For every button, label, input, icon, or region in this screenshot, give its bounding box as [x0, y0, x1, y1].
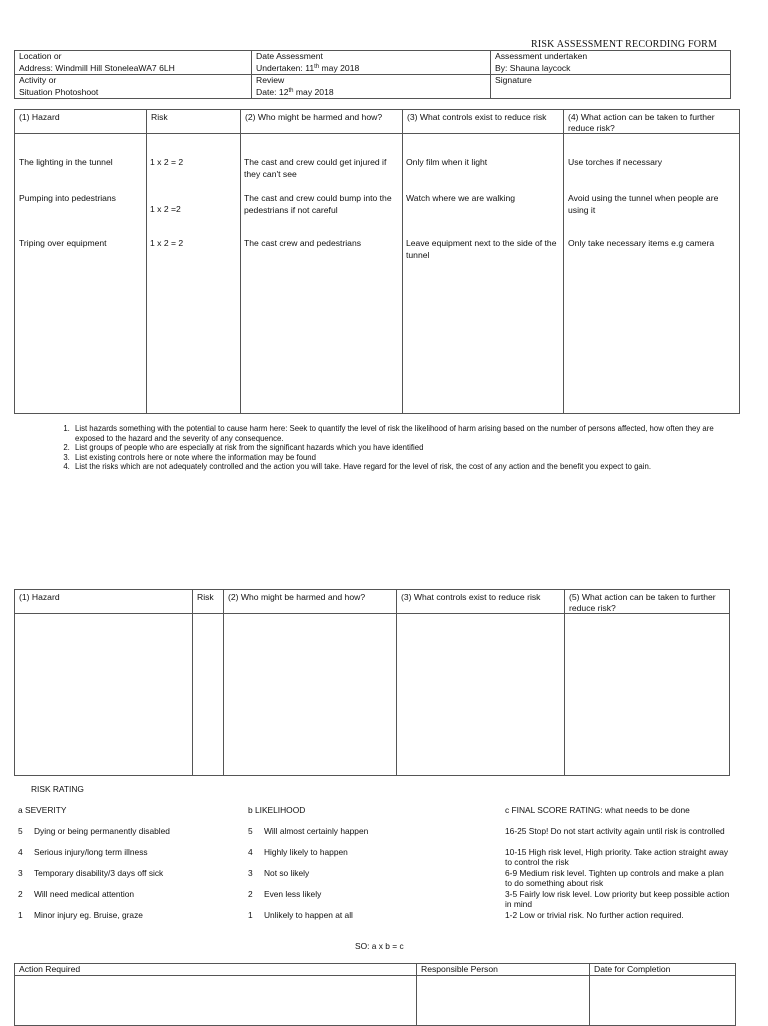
- risk-column-2: [193, 614, 224, 776]
- situation-value: Situation Photoshoot: [19, 86, 99, 97]
- instructions-notes: [52, 424, 742, 472]
- signature-label: Signature: [495, 75, 532, 85]
- row2-risk: 1 x 2 =2: [150, 204, 181, 214]
- activity-cell: [15, 75, 252, 99]
- location-cell: [15, 51, 252, 75]
- date-completion-cell: [590, 976, 736, 1026]
- who-header: (2) Who might be harmed and how?: [241, 110, 403, 134]
- action-required-header: Action Required: [15, 964, 417, 976]
- row2-controls: Watch where we are walking: [406, 193, 516, 203]
- note-item: 2. List groups of people who are especially at risk from the significant hazards which you have identified: [72, 443, 742, 453]
- final-score-item: 16-25 Stop! Do not start activity again until risk is controlled: [505, 826, 725, 836]
- hazard-column-2: [15, 614, 193, 776]
- controls-column: [403, 134, 564, 414]
- undertaken-date: Undertaken: 11th may 2018: [256, 62, 360, 73]
- likelihood-text: Will almost certainly happen: [264, 826, 369, 836]
- controls-column-2: [397, 614, 565, 776]
- row3-risk: 1 x 2 = 2: [150, 238, 184, 248]
- date-completion-header: Date for Completion: [590, 964, 736, 976]
- risk-header-2: Risk: [193, 590, 224, 614]
- row2-who: The cast and crew could bump into the pedestrians if not careful: [244, 193, 392, 215]
- likelihood-number: 1: [248, 910, 253, 920]
- location-label: Location or: [19, 51, 62, 61]
- likelihood-number: 2: [248, 889, 253, 899]
- controls-header: (3) What controls exist to reduce risk: [403, 110, 564, 134]
- who-column-2: [224, 614, 397, 776]
- hazard-table: [14, 109, 740, 414]
- responsible-person-header: Responsible Person: [417, 964, 590, 976]
- form-title: RISK ASSESSMENT RECORDING FORM: [531, 39, 718, 50]
- risk-header: Risk: [147, 110, 241, 134]
- risk-rating-title: RISK RATING: [31, 784, 84, 794]
- row2-action: Avoid using the tunnel when people are using it: [568, 193, 719, 215]
- risk-column: [147, 134, 241, 414]
- severity-text: Will need medical attention: [34, 889, 135, 899]
- activity-label: Activity or: [19, 75, 57, 85]
- review-label: Review: [256, 75, 285, 85]
- likelihood-number: 3: [248, 868, 253, 878]
- controls-header-2: (3) What controls exist to reduce risk: [397, 590, 565, 614]
- note-item: 1. List hazards something with the potential to cause harm here: Seek to quantify the level of risk the likelihood of harm arising based on the number of persons affected, how often they are exposed to the hazard and the severity of any consequence.: [72, 424, 742, 443]
- row1-hazard: The lighting in the tunnel: [19, 157, 113, 167]
- row1-who: The cast and crew could get injured if they can't see: [244, 157, 387, 179]
- final-score-heading: c FINAL SCORE RATING: what needs to be done: [505, 805, 690, 815]
- address-value: Address: Windmill Hill StoneleaWA7 6LH: [19, 62, 175, 73]
- likelihood-text: Unlikely to happen at all: [264, 910, 353, 920]
- note-item: 4. List the risks which are not adequately controlled and the action you will take. Have regard for the level of risk, the cost of any action and the benefit you expect to gain.: [72, 462, 742, 472]
- row3-action: Only take necessary items e.g camera: [568, 238, 715, 248]
- final-score-item: 3-5 Fairly low risk level. Low priority but keep possible action in mind: [505, 889, 730, 909]
- responsible-person-cell: [417, 976, 590, 1026]
- date-assessment-label: Date Assessment: [256, 51, 323, 61]
- row2-hazard: Pumping into pedestrians: [19, 193, 116, 203]
- signature-cell: [491, 75, 731, 99]
- date-assessment-cell: [252, 51, 491, 75]
- review-date: Date: 12th may 2018: [256, 86, 334, 97]
- likelihood-number: 5: [248, 826, 253, 836]
- severity-number: 3: [18, 868, 23, 878]
- likelihood-number: 4: [248, 847, 253, 857]
- hazard-header-2: (1) Hazard: [15, 590, 193, 614]
- assessor-name: By: Shauna laycock: [495, 62, 571, 73]
- row3-controls: Leave equipment next to the side of the tunnel: [406, 238, 557, 260]
- hazard-table-2: [14, 589, 730, 776]
- row1-controls: Only film when it light: [406, 157, 488, 167]
- action-required-cell: [15, 976, 417, 1026]
- severity-text: Minor injury eg. Bruise, graze: [34, 910, 143, 920]
- likelihood-heading: b LIKELIHOOD: [248, 805, 306, 815]
- likelihood-text: Highly likely to happen: [264, 847, 348, 857]
- severity-number: 2: [18, 889, 23, 899]
- action-header-2: (5) What action can be taken to further reduce risk?: [565, 590, 730, 614]
- note-item: 3. List existing controls here or note where the information may be found: [72, 453, 742, 463]
- row1-risk: 1 x 2 = 2: [150, 157, 184, 167]
- hazard-column: [15, 134, 147, 414]
- severity-text: Serious injury/long term illness: [34, 847, 148, 857]
- severity-heading: a SEVERITY: [18, 805, 67, 815]
- action-column: [564, 134, 740, 414]
- header-table: [14, 50, 731, 99]
- likelihood-text: Not so likely: [264, 868, 310, 878]
- hazard-header: (1) Hazard: [15, 110, 147, 134]
- assessment-undertaken-label: Assessment undertaken: [495, 51, 588, 61]
- severity-text: Temporary disability/3 days off sick: [34, 868, 164, 878]
- who-header-2: (2) Who might be harmed and how?: [224, 590, 397, 614]
- severity-number: 1: [18, 910, 23, 920]
- action-table: [14, 963, 736, 1026]
- final-score-item: 10-15 High risk level, High priority. Take action straight away to control the risk: [505, 847, 729, 867]
- score-formula: SO: a x b = c: [355, 941, 404, 951]
- assessor-cell: [491, 51, 731, 75]
- row3-hazard: Triping over equipment: [19, 238, 107, 248]
- row1-action: Use torches if necessary: [568, 157, 663, 167]
- severity-number: 4: [18, 847, 23, 857]
- action-header: (4) What action can be taken to further reduce risk?: [564, 110, 740, 134]
- likelihood-text: Even less likely: [264, 889, 322, 899]
- review-cell: [252, 75, 491, 99]
- severity-text: Dying or being permanently disabled: [34, 826, 170, 836]
- row3-who: The cast crew and pedestrians: [244, 238, 362, 248]
- final-score-item: 6-9 Medium risk level. Tighten up controls and make a plan to do something about risk: [505, 868, 724, 888]
- severity-number: 5: [18, 826, 23, 836]
- action-column-2: [565, 614, 730, 776]
- final-score-item: 1-2 Low or trivial risk. No further action required.: [505, 910, 684, 920]
